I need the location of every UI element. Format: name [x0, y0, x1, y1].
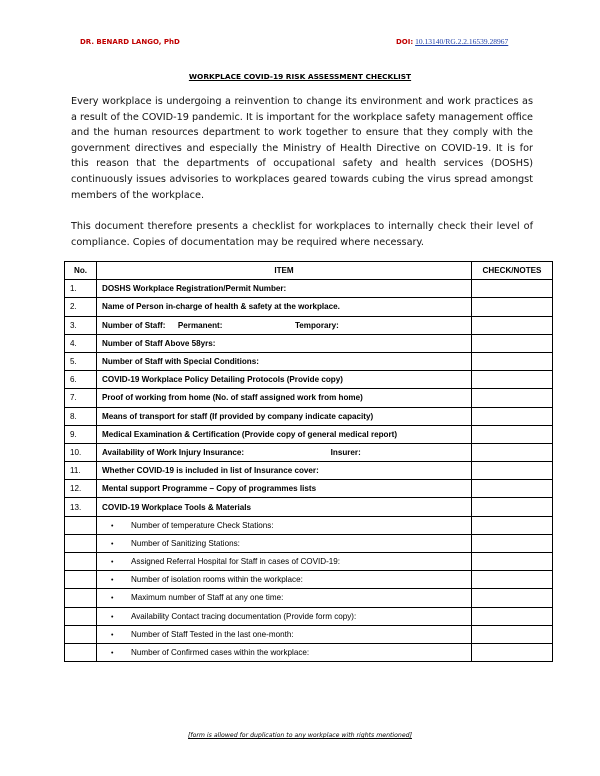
table-row — [65, 498, 553, 516]
empty-number-cell — [65, 589, 97, 607]
check-notes-cell[interactable] — [472, 553, 553, 571]
table-row — [65, 389, 553, 407]
row-number: 11. — [65, 462, 97, 480]
table-sub-row — [65, 571, 553, 589]
purpose-paragraph: This document therefore presents a checklist for workplaces to internally check their level of compliance. Copies of documentation may be required where necessary. — [71, 221, 533, 248]
check-notes-cell[interactable] — [472, 316, 553, 334]
table-sub-row — [65, 553, 553, 571]
bullet-icon: • — [111, 613, 114, 621]
check-notes-cell[interactable] — [472, 407, 553, 425]
bullet-icon: • — [111, 522, 114, 530]
row-number: 1. — [65, 280, 97, 298]
row-number: 2. — [65, 298, 97, 316]
check-notes-cell[interactable] — [472, 280, 553, 298]
footer-note: [form is allowed for duplication to any workplace with rights mentioned] — [188, 732, 412, 739]
check-notes-cell[interactable] — [472, 352, 553, 370]
intro-paragraph: Every workplace is undergoing a reinvention to change its environment and work practices as a result of the COVID-19 pandemic. It is important for the workplace safety management office and the human resources department to work together to ensure that they comply with the government directives and especially the Ministry of Health Directive on COVID-19. It is for this reason that the departments of occupational safety and health services (DOSHS) continuously issues advisories to workplaces geared towards cubing the virus spread amongst members of the workplace. — [71, 96, 533, 201]
checklist-table — [64, 261, 553, 662]
header-check-notes: CHECK/NOTES — [472, 262, 553, 280]
check-notes-cell[interactable] — [472, 625, 553, 643]
row-item: COVID-19 Workplace Policy Detailing Protocols (Provide copy) — [97, 371, 472, 389]
row-number: 10. — [65, 443, 97, 461]
table-row — [65, 371, 553, 389]
empty-number-cell — [65, 571, 97, 589]
check-notes-cell[interactable] — [472, 389, 553, 407]
check-notes-cell[interactable] — [472, 443, 553, 461]
empty-number-cell — [65, 643, 97, 661]
table-row — [65, 407, 553, 425]
table-row — [65, 334, 553, 352]
doi-label: DOI: — [396, 38, 414, 46]
row-number: 7. — [65, 389, 97, 407]
sub-item: • Maximum number of Staff at any one time: — [97, 589, 472, 607]
empty-number-cell — [65, 534, 97, 552]
row-number: 12. — [65, 480, 97, 498]
doi-link[interactable]: 10.13140/RG.2.2.16539.28967 — [415, 37, 509, 46]
row-number: 8. — [65, 407, 97, 425]
row-item: DOSHS Workplace Registration/Permit Number: — [97, 280, 472, 298]
row-item: Whether COVID-19 is included in list of Insurance cover: — [97, 462, 472, 480]
table-sub-row — [65, 516, 553, 534]
table-sub-row — [65, 643, 553, 661]
empty-number-cell — [65, 553, 97, 571]
table-sub-row — [65, 607, 553, 625]
bullet-icon: • — [111, 650, 114, 658]
staff-count-label: Number of Staff: — [102, 320, 166, 330]
table-row — [65, 352, 553, 370]
table-sub-row — [65, 625, 553, 643]
table-sub-row — [65, 589, 553, 607]
row-number: 9. — [65, 425, 97, 443]
bullet-icon: • — [111, 559, 114, 567]
row-item: Proof of working from home (No. of staff assigned work from home) — [97, 389, 472, 407]
check-notes-cell[interactable] — [472, 334, 553, 352]
bullet-icon: • — [111, 631, 114, 639]
row-item: Mental support Programme – Copy of programmes lists — [97, 480, 472, 498]
table-row — [65, 480, 553, 498]
sub-item: • Number of temperature Check Stations: — [97, 516, 472, 534]
bullet-icon: • — [111, 577, 114, 585]
insurer-label: Insurer: — [330, 447, 361, 457]
header-no: No. — [65, 262, 97, 280]
sub-item: • Number of Staff Tested in the last one-month: — [97, 625, 472, 643]
empty-number-cell — [65, 607, 97, 625]
sub-item: • Assigned Referral Hospital for Staff in cases of COVID-19: — [97, 553, 472, 571]
check-notes-cell[interactable] — [472, 298, 553, 316]
row-number: 5. — [65, 352, 97, 370]
check-notes-cell[interactable] — [472, 607, 553, 625]
row-item: COVID-19 Workplace Tools & Materials — [97, 498, 472, 516]
table-row — [65, 425, 553, 443]
header-item: ITEM — [97, 262, 472, 280]
sub-item: • Number of Sanitizing Stations: — [97, 534, 472, 552]
sub-item: • Number of isolation rooms within the workplace: — [97, 571, 472, 589]
check-notes-cell[interactable] — [472, 571, 553, 589]
check-notes-cell[interactable] — [472, 462, 553, 480]
check-notes-cell[interactable] — [472, 589, 553, 607]
table-header-row — [65, 262, 553, 280]
sub-item: • Availability Contact tracing documentation (Provide form copy): — [97, 607, 472, 625]
doi-reference — [396, 37, 508, 46]
table-row — [65, 462, 553, 480]
row-item — [97, 316, 472, 334]
row-number: 4. — [65, 334, 97, 352]
bullet-icon: • — [111, 595, 114, 603]
row-item: Number of Staff with Special Conditions: — [97, 352, 472, 370]
check-notes-cell[interactable] — [472, 643, 553, 661]
insurance-label: Availability of Work Injury Insurance: — [102, 447, 245, 457]
row-number: 3. — [65, 316, 97, 334]
permanent-label: Permanent: — [177, 320, 223, 330]
row-item: Name of Person in-charge of health & safety at the workplace. — [97, 298, 472, 316]
bullet-icon: • — [111, 540, 114, 548]
document-title: WORKPLACE COVID-19 RISK ASSESSMENT CHECKLIST — [188, 72, 412, 81]
table-row — [65, 316, 553, 334]
check-notes-cell[interactable] — [472, 371, 553, 389]
table-row — [65, 298, 553, 316]
row-item — [97, 443, 472, 461]
author-name: DR. BENARD LANGO, PhD — [80, 38, 180, 46]
row-number: 13. — [65, 498, 97, 516]
row-number: 6. — [65, 371, 97, 389]
empty-number-cell — [65, 516, 97, 534]
check-notes-cell[interactable] — [472, 498, 553, 516]
check-notes-cell[interactable] — [472, 425, 553, 443]
row-item: Means of transport for staff (If provided by company indicate capacity) — [97, 407, 472, 425]
check-notes-cell[interactable] — [472, 534, 553, 552]
check-notes-cell[interactable] — [472, 480, 553, 498]
sub-item: • Number of Confirmed cases within the workplace: — [97, 643, 472, 661]
check-notes-cell[interactable] — [472, 516, 553, 534]
table-row — [65, 280, 553, 298]
temporary-label: Temporary: — [294, 320, 339, 330]
row-item: Medical Examination & Certification (Provide copy of general medical report) — [97, 425, 472, 443]
table-sub-row — [65, 534, 553, 552]
table-row — [65, 443, 553, 461]
empty-number-cell — [65, 625, 97, 643]
row-item: Number of Staff Above 58yrs: — [97, 334, 472, 352]
